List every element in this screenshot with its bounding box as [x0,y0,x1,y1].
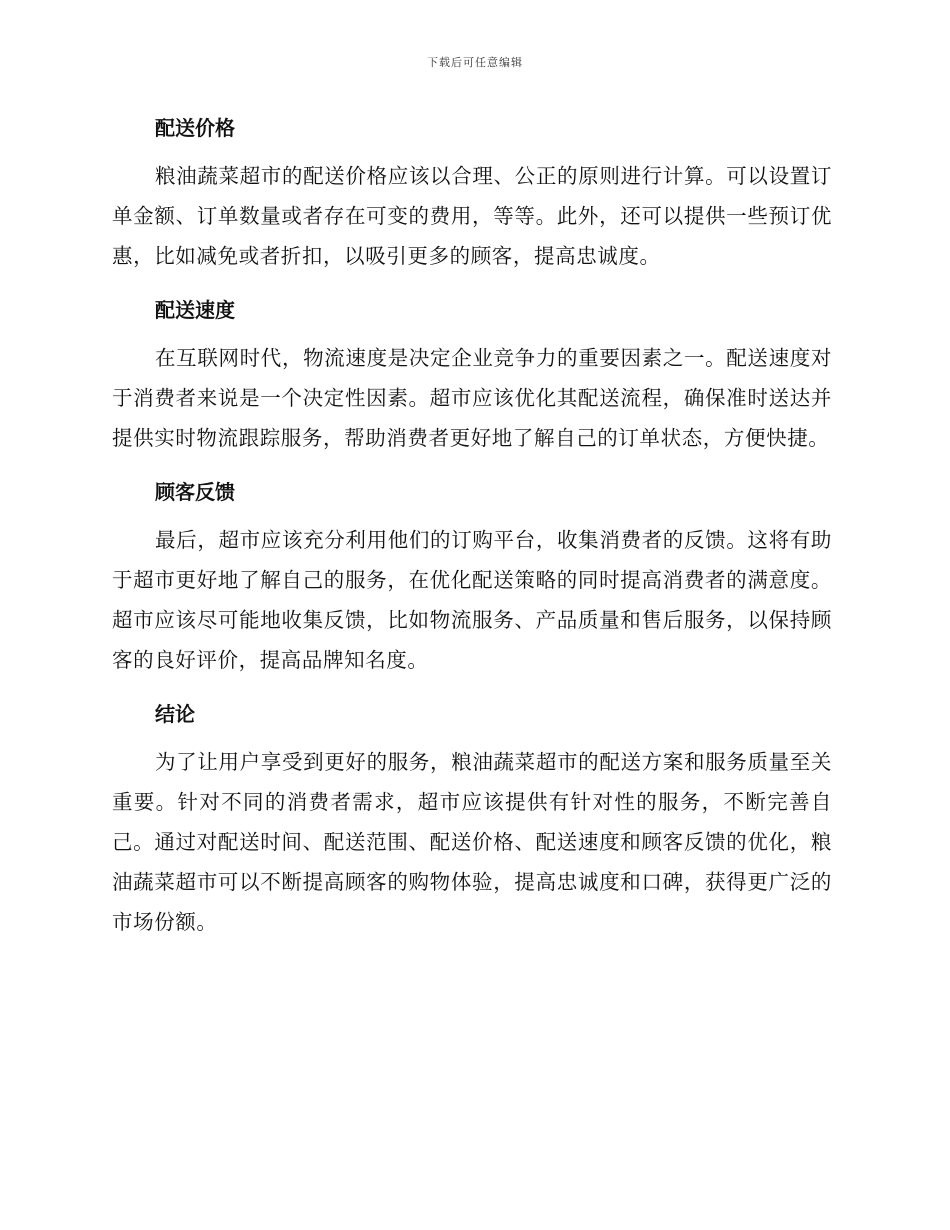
section-body-delivery-price: 粮油蔬菜超市的配送价格应该以合理、公正的原则进行计算。可以设置订单金额、订单数量或者存在可变的费用，等等。此外，还可以提供一些预订优惠，比如减免或者折扣，以吸引更多的顾客，提高忠诚度。 [112,164,832,268]
section-heading-delivery-speed: 配送速度 [155,298,235,322]
section-heading-delivery-price: 配送价格 [155,116,235,140]
section-heading-customer-feedback: 顾客反馈 [155,480,235,504]
header-note: 下载后可任意编辑 [427,56,523,69]
section-heading-conclusion: 结论 [155,702,195,726]
document-body [112,108,832,956]
section-body-delivery-speed: 在互联网时代，物流速度是决定企业竞争力的重要因素之一。配送速度对于消费者来说是一个决定性因素。超市应该优化其配送流程，确保准时送达并提供实时物流跟踪服务，帮助消费者更好地了解自己的订单状态，方便快捷。 [112,346,832,450]
section-body-customer-feedback: 最后，超市应该充分利用他们的订购平台，收集消费者的反馈。这将有助于超市更好地了解自己的服务，在优化配送策略的同时提高消费者的满意度。超市应该尽可能地收集反馈，比如物流服务、产品质量和售后服务，以保持顾客的良好评价，提高品牌知名度。 [112,528,832,672]
section-body-conclusion: 为了让用户享受到更好的服务，粮油蔬菜超市的配送方案和服务质量至关重要。针对不同的消费者需求，超市应该提供有针对性的服务，不断完善自己。通过对配送时间、配送范围、配送价格、配送速度和顾客反馈的优化，粮油蔬菜超市可以不断提高顾客的购物体验，提高忠诚度和口碑，获得更广泛的市场份额。 [112,750,832,934]
